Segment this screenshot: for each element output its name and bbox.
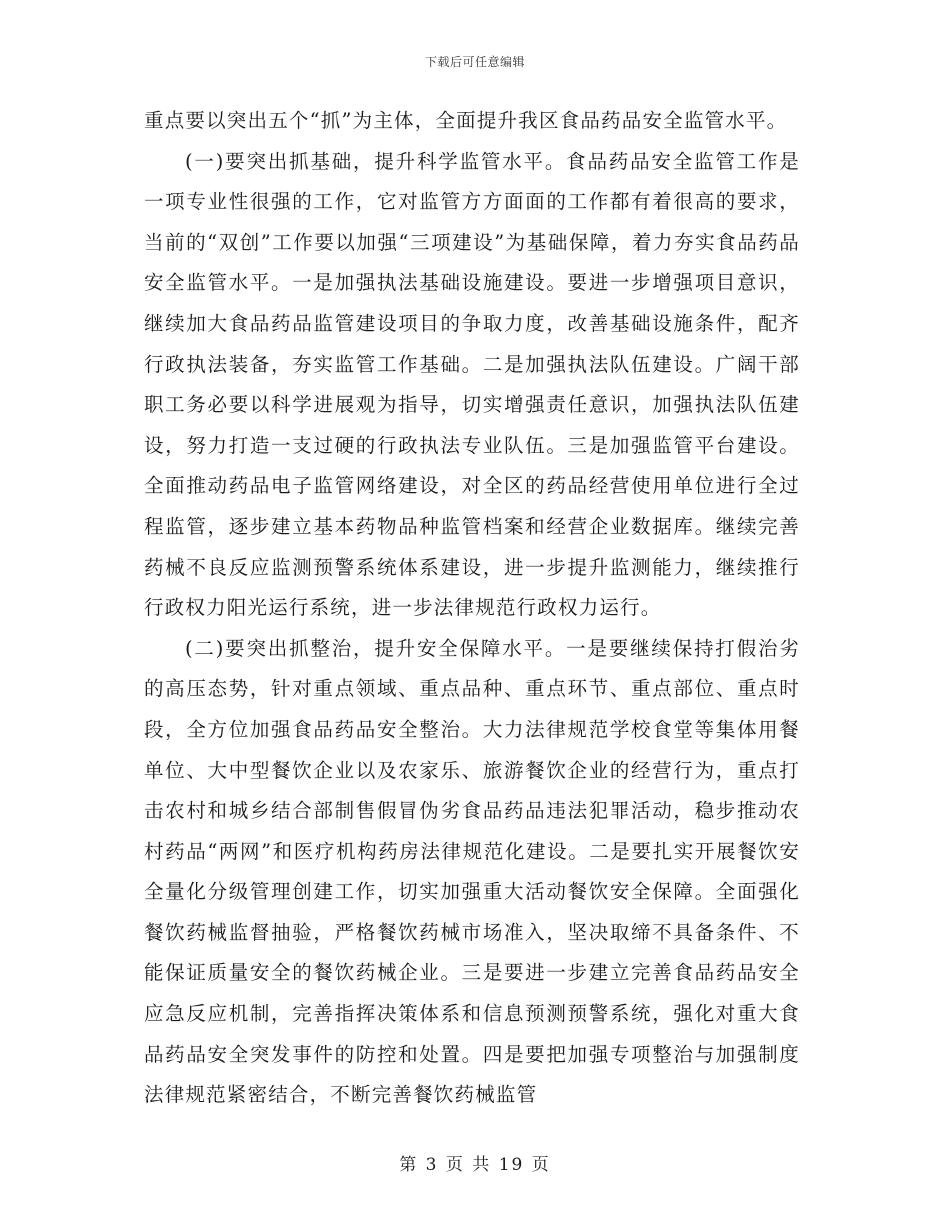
paragraph-continued: 重点要以突出五个“抓”为主体，全面提升我区食品药品安全监管水平。 [144, 109, 788, 132]
page-header-note: 下载后可任意编辑 [424, 55, 525, 69]
document-body [144, 101, 800, 1116]
paragraph-section-one: (一)要突出抓基础，提升科学监管水平。食品药品安全监管工作是一项专业性很强的工作，它对监管方方面面的工作都有着很高的要求，当前的“双创”工作要以加强“三项建设”为基础保障，着力夯实食品药品安全监管水平。一是加强执法基础设施建设。要进一步增强项目意识，继续加大食品药品监管建设项目的争取力度，改善基础设施条件，配齐行政执法装备，夯实监管工作基础。二是加强执法队伍建设。广阔干部职工务必要以科学进展观为指导，切实增强责任意识，加强执法队伍建设，努力打造一支过硬的行政执法专业队伍。三是加强监管平台建设。全面推动药品电子监管网络建设，对全区的药品经营使用单位进行全过程监管，逐步建立基本药物品种监管档案和经营企业数据库。继续完善药械不良反应监测预警系统体系建设，进一步提升监测能力，继续推行行政权力阳光运行系统，进一步法律规范行政权力运行。 [144, 149, 800, 620]
paragraph-section-two: (二)要突出抓整治，提升安全保障水平。一是要继续保持打假治劣的高压态势，针对重点领域、重点品种、重点环节、重点部位、重点时段，全方位加强食品药品安全整治。大力法律规范学校食堂等集体用餐单位、大中型餐饮企业以及农家乐、旅游餐饮企业的经营行为，重点打击农村和城乡结合部制售假冒伪劣食品药品违法犯罪活动，稳步推动农村药品“两网”和医疗机构药房法律规范化建设。二是要扎实开展餐饮安全量化分级管理创建工作，切实加强重大活动餐饮安全保障。全面强化餐饮药械监督抽验，严格餐饮药械市场准入，坚决取缔不具备条件、不能保证质量安全的餐饮药械企业。三是要进一步建立完善食品药品安全应急反应机制，完善指挥决策体系和信息预测预警系统，强化对重大食品药品安全突发事件的防控和处置。四是要把加强专项整治与加强制度法律规范紧密结合，不断完善餐饮药械监管 [144, 636, 800, 1107]
page-number-footer: 第 3 页 共 19 页 [399, 1155, 551, 1175]
